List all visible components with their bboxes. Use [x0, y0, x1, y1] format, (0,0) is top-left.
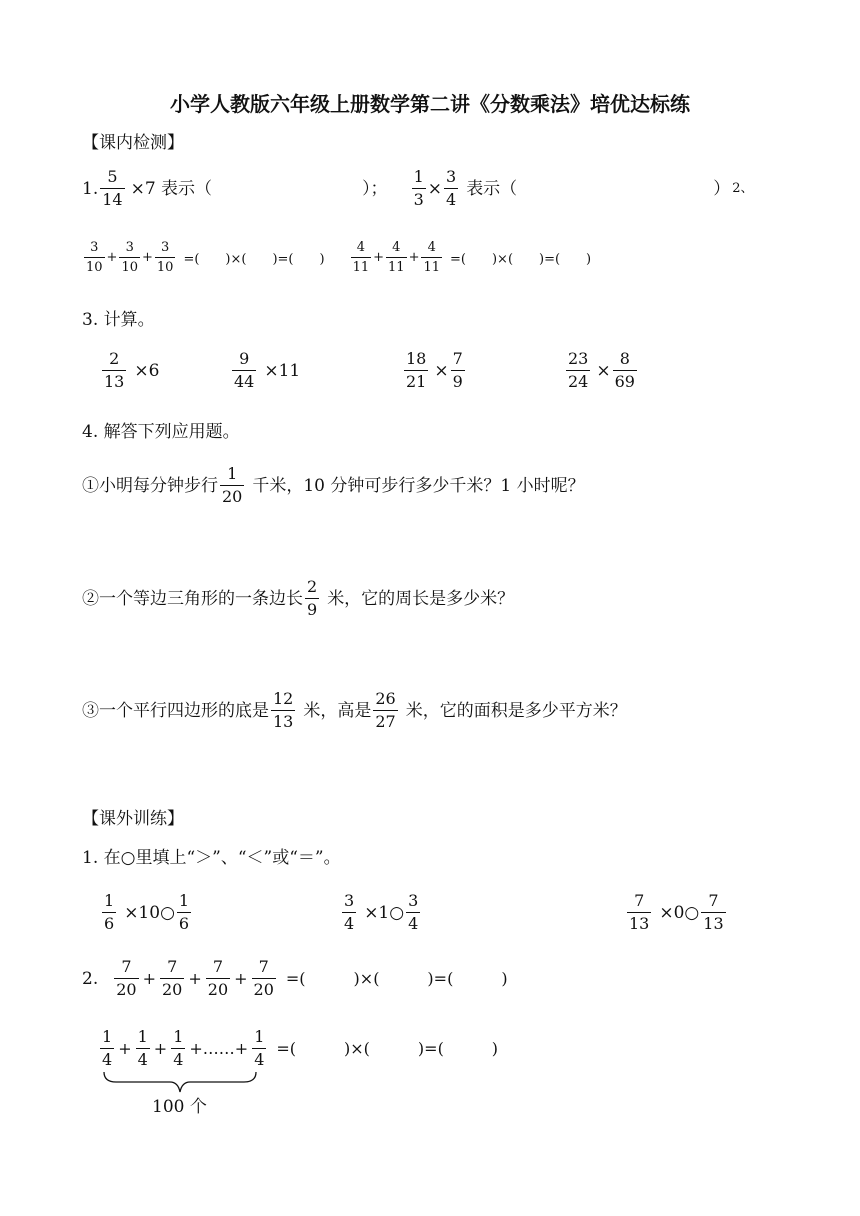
calc-item [402, 350, 467, 391]
compare-item [340, 892, 422, 933]
plus-sign: + [106, 250, 118, 265]
question-1 [82, 168, 753, 209]
fraction: $\frac{1}{4}$ [102, 1027, 113, 1069]
calc-text: ×6 [134, 360, 160, 381]
fraction: $\frac{1}{6}$ [104, 891, 115, 933]
section-heading-in-class: 【课内检测】 [82, 133, 184, 153]
plus-sign: + [234, 968, 248, 988]
plus-sign: + [142, 968, 156, 988]
page-title: 小学人教版六年级上册数学第二讲《分数乘法》培优达标练 [170, 92, 690, 116]
fraction: $\frac{18}{21}$ [406, 349, 427, 391]
compare-circle[interactable]: ×10○ [124, 902, 175, 923]
question-number: 1. [82, 178, 99, 199]
fraction: $\frac{7}{20}$ [162, 957, 183, 999]
fraction: $\frac{1}{6}$ [178, 891, 190, 933]
fraction: $\frac{23}{24}$ [568, 349, 589, 391]
fraction: $\frac{3}{4}$ [344, 891, 355, 933]
fraction: $\frac{3}{10}$ [86, 240, 103, 275]
plus-sign: + [142, 250, 153, 265]
fraction: $\frac{1}{3}$ [413, 167, 424, 209]
fraction: $\frac{3}{10}$ [121, 240, 138, 275]
question-2 [82, 240, 591, 275]
answer-blanks[interactable]: =( )×( )=( ) [183, 252, 325, 267]
times-sign: × [427, 178, 442, 199]
ellipsis-plus: +……+ [189, 1038, 249, 1058]
calc-item [564, 350, 639, 391]
plus-sign: + [153, 1038, 168, 1058]
question-text: ） [713, 178, 731, 199]
fraction: $\frac{1}{20}$ [222, 464, 243, 506]
fraction: $\frac{2}{13}$ [104, 349, 125, 391]
fraction: $\frac{1}{4}$ [173, 1027, 184, 1069]
fraction: $\frac{4}{11}$ [423, 240, 441, 275]
fraction: $\frac{5}{14}$ [102, 167, 123, 209]
fraction: $\frac{3}{4}$ [408, 891, 419, 933]
fraction: $\frac{1}{4}$ [254, 1027, 265, 1069]
calc-item [230, 350, 300, 391]
question-3-label: 3. 计算。 [82, 310, 155, 330]
fraction: $\frac{7}{20}$ [207, 957, 229, 999]
plus-sign: + [373, 250, 385, 265]
fraction: $\frac{4}{11}$ [352, 240, 370, 275]
answer-blanks[interactable]: =( )×( )=( ) [276, 1038, 499, 1058]
fraction: $\frac{7}{9}$ [452, 349, 463, 391]
fraction: $\frac{12}{13}$ [273, 689, 294, 731]
fraction: $\frac{4}{11}$ [388, 240, 405, 275]
compare-circle[interactable]: ×0○ [659, 902, 700, 923]
fraction: $\frac{7}{13}$ [629, 891, 650, 933]
plus-sign: + [408, 250, 420, 265]
question-number: 2. [82, 968, 99, 989]
fraction: $\frac{26}{27}$ [375, 689, 396, 731]
exercise-2 [82, 958, 508, 999]
times-sign: × [434, 360, 449, 381]
question-text: ）； [362, 178, 388, 199]
compare-item [100, 892, 193, 933]
calc-item [100, 350, 159, 391]
compare-item [625, 892, 728, 933]
exercise-1-label: 1. 在○里填上“＞”、“＜”或“＝”。 [82, 848, 341, 868]
word-problem-3: ③一个平行四边形的底是 $\frac{12}{13}$ 米，高是 $\frac{26}{27}$ 米，它的面积是多少平方米？ [82, 689, 627, 731]
fraction: $\frac{3}{4}$ [446, 167, 457, 209]
count-label: 100 个 [152, 1097, 207, 1117]
times-sign: × [596, 360, 611, 381]
section-heading-extracurricular: 【课外训练】 [82, 809, 184, 829]
question-4-label: 4. 解答下列应用题。 [82, 422, 240, 442]
fraction: $\frac{9}{44}$ [234, 349, 255, 391]
answer-blanks[interactable]: =( )×( )=( ) [285, 968, 508, 988]
fraction: $\frac{7}{13}$ [703, 891, 724, 933]
fraction: $\frac{1}{4}$ [137, 1027, 148, 1069]
word-problem-2: ②一个等边三角形的一条边长 $\frac{2}{9}$ 米，它的周长是多少米？ [82, 577, 515, 619]
fraction: $\frac{7}{20}$ [116, 957, 137, 999]
question-text: ×7 表示（ [130, 178, 213, 199]
question-text: 表示（ [466, 178, 518, 199]
compare-circle[interactable]: ×1○ [364, 902, 405, 923]
plus-sign: + [188, 968, 202, 988]
fraction: $\frac{2}{9}$ [307, 577, 318, 619]
fraction: $\frac{3}{10}$ [156, 240, 174, 275]
plus-sign: + [118, 1038, 132, 1058]
fraction: $\frac{7}{20}$ [253, 957, 274, 999]
word-problem-1: ①小明每分钟步行 $\frac{1}{20}$ 千米，10 分钟可步行多少千米？1 小时呢？ [82, 464, 585, 506]
question-number: 2、 [732, 180, 754, 196]
answer-blanks[interactable]: =( )×( )=( ) [450, 252, 592, 267]
exercise-2-sum-100 [98, 1028, 498, 1069]
underbrace-icon [100, 1070, 260, 1096]
calc-text: ×11 [264, 360, 301, 381]
fraction: $\frac{8}{69}$ [614, 349, 635, 391]
